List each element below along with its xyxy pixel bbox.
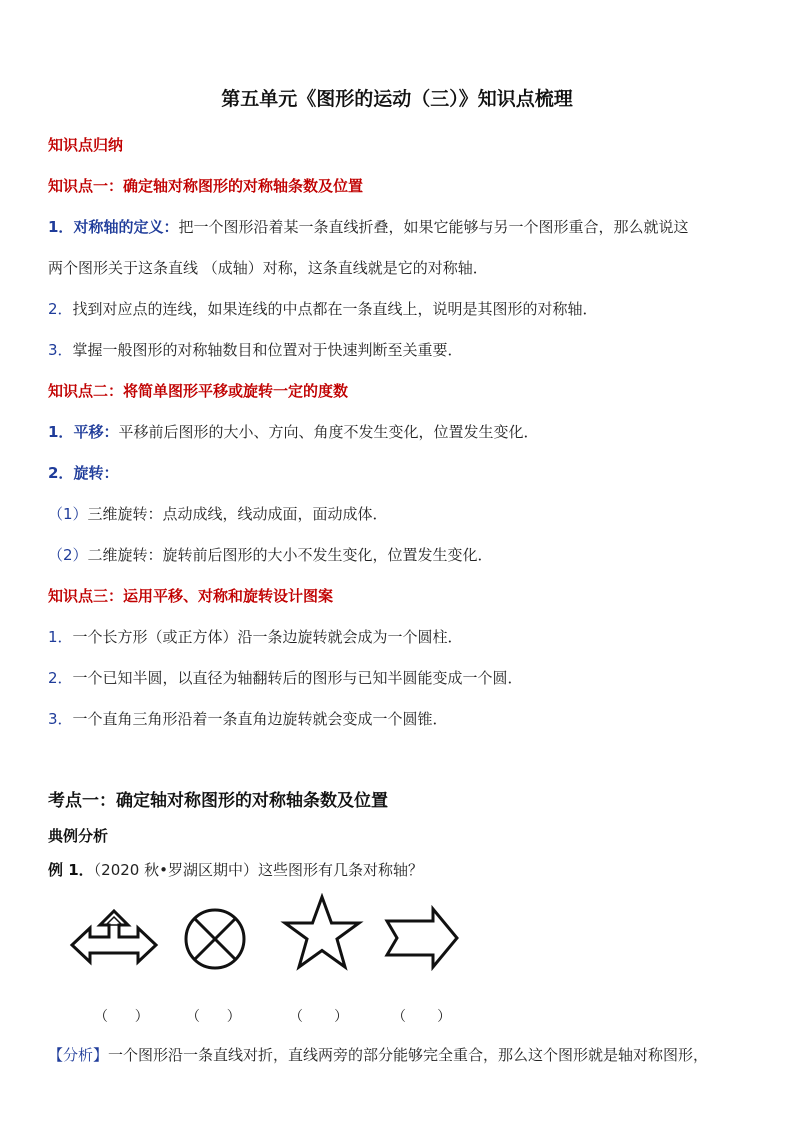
- answer-blank[interactable]: （ ）: [186, 1009, 241, 1025]
- kp2-sub2: [48, 544, 493, 565]
- kp3-item2: [48, 667, 523, 688]
- kp3-item1: [48, 626, 463, 647]
- kp3-item3-num: 3．: [48, 710, 73, 728]
- kp3-item3-text: 一个直角三角形沿着一条直角边旋转就会变成一个圆锥．: [72, 710, 448, 728]
- kp3-item2-num: 2．: [48, 669, 73, 687]
- kp1-heading: 知识点一：确定轴对称图形的对称轴条数及位置: [48, 177, 364, 195]
- kp3-item3: [48, 708, 448, 729]
- kp2-sub1: [48, 503, 388, 524]
- kp3-item2-text: 一个已知半圆，以直径为轴翻转后的图形与已知半圆能变成一个圆．: [72, 669, 523, 687]
- example-label: 例 1．: [48, 861, 94, 879]
- star-icon: [280, 893, 364, 973]
- kp1-item1-cont: 两个图形关于这条直线 （成轴）对称，这条直线就是它的对称轴．: [48, 259, 488, 277]
- kp2-item2: [48, 462, 118, 483]
- kp3-item1-num: 1．: [48, 628, 73, 646]
- kp3-item1-text: 一个长方形（或正方体）沿一条边旋转就会成为一个圆柱．: [72, 628, 463, 646]
- analysis-tag: 【分析】: [48, 1046, 109, 1064]
- kp2-item1: [48, 421, 538, 442]
- kp2-heading: 知识点二：将简单图形平移或旋转一定的度数: [48, 382, 349, 400]
- kp1-item2: [48, 298, 598, 319]
- kp2-item1-term: 平移：: [73, 423, 119, 441]
- kp2-sub2-num: （2）: [48, 546, 88, 564]
- answer-blank[interactable]: （ ）: [289, 1009, 349, 1025]
- kp2-item1-text: 平移前后图形的大小、方向、角度不发生变化，位置发生变化．: [118, 423, 539, 441]
- kp1-item3-num: 3．: [48, 341, 73, 359]
- kp2-item2-term: 旋转：: [73, 464, 119, 482]
- page-title: 第五单元《图形的运动（三）》知识点梳理: [221, 88, 573, 110]
- example-1: [48, 859, 423, 880]
- kp2-item2-num: 2．: [48, 464, 74, 482]
- kp2-sub1-num: （1）: [48, 505, 88, 523]
- right-arrow-icon: [383, 905, 461, 971]
- answer-blank[interactable]: （ ）: [392, 1009, 452, 1025]
- exam-subheading: 典例分析: [48, 827, 109, 845]
- kp2-sub2-text: 二维旋转：旋转前后图形的大小不发生变化，位置发生变化．: [87, 546, 493, 564]
- analysis: [48, 1044, 708, 1065]
- kp3-heading: 知识点三：运用平移、对称和旋转设计图案: [48, 587, 334, 605]
- kp2-sub1-text: 三维旋转：点动成线，线动成面，面动成体．: [87, 505, 388, 523]
- kp1-item1-text: 把一个图形沿着某一条直线折叠，如果它能够与另一个图形重合，那么就说这: [178, 218, 689, 236]
- kp1-item1: [48, 216, 688, 237]
- kp1-item2-num: 2．: [48, 300, 73, 318]
- three-way-arrow-icon: [66, 905, 162, 975]
- answer-blank[interactable]: （ ）: [94, 1009, 149, 1025]
- circle-cross-icon: [182, 906, 248, 972]
- exam-heading: 考点一：确定轴对称图形的对称轴条数及位置: [48, 791, 388, 811]
- kp1-item3: [48, 339, 463, 360]
- kp1-item3-text: 掌握一般图形的对称轴数目和位置对于快速判断至关重要．: [72, 341, 463, 359]
- analysis-text: 一个图形沿一条直线对折，直线两旁的部分能够完全重合，那么这个图形就是轴对称图形，: [108, 1046, 709, 1064]
- kp2-item1-num: 1．: [48, 423, 74, 441]
- kp1-item2-text: 找到对应点的连线，如果连线的中点都在一条直线上，说明是其图形的对称轴．: [72, 300, 598, 318]
- kp1-item1-term: 对称轴的定义：: [73, 218, 179, 236]
- section-heading: 知识点归纳: [48, 136, 124, 154]
- kp1-item1-num: 1．: [48, 218, 74, 236]
- example-text: （2020 秋•罗湖区期中）这些图形有几条对称轴？: [93, 861, 423, 879]
